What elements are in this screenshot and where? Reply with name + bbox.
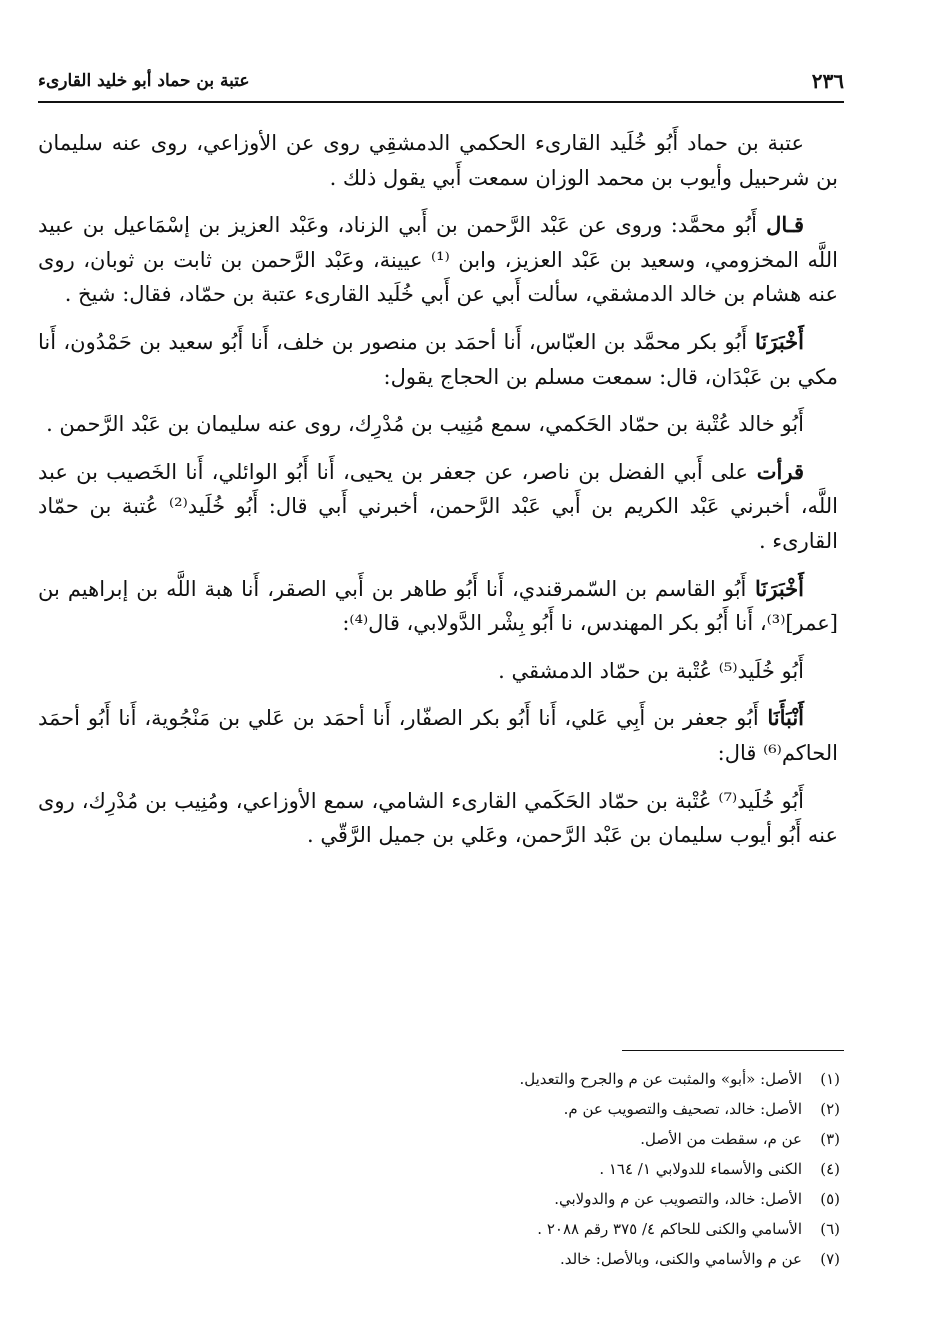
- page-number: ٢٣٦: [811, 69, 844, 93]
- header-rule: [38, 101, 844, 103]
- footnote: [300, 1214, 840, 1244]
- paragraph: [38, 126, 838, 195]
- paragraph-lead: قـال: [756, 212, 804, 238]
- footnote: [300, 1064, 840, 1094]
- footnote-number: (٣): [820, 1130, 840, 1148]
- footnote: [300, 1184, 840, 1214]
- footnote-text: الأصل: خالد، والتصويب عن م والدولابي.: [554, 1190, 802, 1208]
- paragraph-text: أَبُو القاسم بن السّمرقندي، أَنا أَبُو طاهر بن أَبي الصقر، أَنا هبة اللَّه بن إبراهيم بن [عمر]⁽³⁾، أَنا أَبُو بكر المهندس، نا أَبُو بِشْر الدَّولابي، قال⁽⁴⁾:: [38, 576, 838, 636]
- paragraph-text: عتبة بن حماد أَبُو خُلَيد القارىء الحكمي الدمشقِي روى عن الأوزاعي، روى عنه سليمان بن شرحبيل وأيوب بن محمد الوزان سمعت أَبي يقول ذلك .: [38, 131, 838, 190]
- footnote-number: (١): [820, 1070, 840, 1088]
- paragraph-text: أَبُو خُلَيد⁽⁵⁾ عُتْبة بن حمّاد الدمشقي .: [498, 658, 804, 683]
- footnote: [300, 1244, 840, 1274]
- main-text: [38, 126, 838, 866]
- paragraph-lead: أَخْبَرَنَا: [746, 575, 804, 601]
- paragraph: [38, 572, 838, 641]
- paragraph-text: أَبُو محمَّد: وروى عن عَبْد الرَّحمن بن أَبي الزناد، وعَبْد العزيز بن إسْمَاعيل بن عبيد اللَّه المخزومي، وسعيد بن عَبْد العزيز، وابن ⁽¹⁾ عيينة، وعَبْد الرَّحمن بن ثابت بن ثوبان، روى عنه هشام بن خالد الدمشقي، سألت أَبي عن أَبي خُلَيد القارىء عتبة بن حمّاد، فقال: شيخ .: [38, 213, 838, 307]
- footnote-text: الكنى والأسماء للدولابي ١/ ١٦٤ .: [599, 1160, 802, 1178]
- paragraph-lead: أَخْبَرَنَا: [747, 328, 805, 354]
- footnote: [300, 1154, 840, 1184]
- footnote-text: عن م والأسامي والكنى، وبالأصل: خالد.: [559, 1250, 802, 1268]
- paragraph: [38, 208, 838, 312]
- paragraph-text: أَبُو جعفر بن أَبِي عَلي، أَنا أَبُو بكر الصفّار، أَنا أحمَد بن عَلي بن مَنْجُوية، أَنا أَبُو أحمَد الحاكم⁽⁶⁾ قال:: [38, 706, 838, 765]
- paragraph-lead: أَنْبَأَنَا: [758, 705, 804, 731]
- footnote-number: (٢): [820, 1100, 840, 1118]
- footnote-number: (٤): [820, 1160, 840, 1178]
- footnote: [300, 1094, 840, 1124]
- footnote-number: (٦): [820, 1220, 840, 1238]
- footnote-text: عن م، سقطت من الأصل.: [640, 1130, 802, 1148]
- paragraph: [38, 455, 838, 559]
- footnote-number: (٥): [820, 1190, 840, 1208]
- footnotes: [300, 1064, 840, 1274]
- paragraph: [38, 784, 838, 853]
- paragraph: [38, 325, 838, 394]
- footnote-text: الأسامي والكنى للحاكم ٤/ ٣٧٥ رقم ٢٠٨٨ .: [537, 1220, 802, 1238]
- footnote-text: الأصل: «أبو» والمثبت عن م والجرح والتعديل.: [519, 1070, 802, 1088]
- paragraph-text: على أَبي الفضل بن ناصر، عن جعفر بن يحيى، أَنا أَبُو الوائلي، أَنا الخَصيب بن عبد اللَّه، أخبرني عَبْد الكريم بن أَبي عَبْد الرَّحمن، أخبرني أَبي قال: أَبُو خُلَيد⁽²⁾ عُتبة بن حمّاد القارىء .: [38, 459, 839, 553]
- page-header: [38, 64, 844, 98]
- paragraph-lead: قرأت: [747, 458, 804, 484]
- paragraph: [38, 701, 838, 770]
- running-title: عتبة بن حماد أبو خليد القارىء: [38, 71, 250, 91]
- footnote-number: (٧): [820, 1250, 840, 1268]
- paragraph: [38, 407, 838, 442]
- paragraph: [38, 654, 838, 689]
- footnote-rule: [622, 1050, 844, 1051]
- paragraph-text: أَبُو خُلَيد⁽⁷⁾ عُتْبة بن حمّاد الحَكَمي القارىء الشامي، سمع الأوزاعي، ومُنِيب بن مُدْرِك، روى عنه أَبُو أيوب سليمان بن عَبْد الرَّحمن، وعَلي بن جميل الرَّقّي .: [38, 788, 838, 848]
- paragraph-text: أَبُو خالد عُتْبة بن حمّاد الحَكمي، سمع مُنِيب بن مُدْرِك، روى عنه سليمان بن عَبْد الرَّحمن .: [46, 412, 804, 437]
- footnote: [300, 1124, 840, 1154]
- paragraph-text: أَبُو بكر محمَّد بن العبّاس، أَنا أحمَد بن منصور بن خلف، أَنا أَبُو سعيد بن حَمْدُون، أَنا مكي بن عَبْدَان، قال: سمعت مسلم بن الحجاج يقول:: [38, 329, 838, 389]
- footnote-text: الأصل: خالد، تصحيف والتصويب عن م.: [563, 1100, 802, 1118]
